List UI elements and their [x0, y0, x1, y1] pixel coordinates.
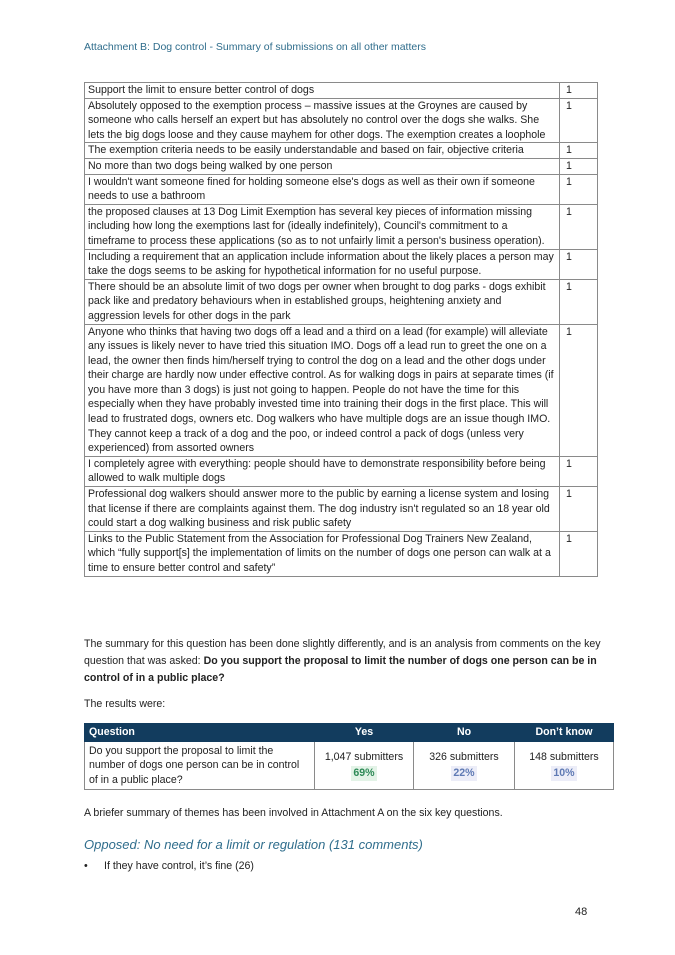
comment-text: I completely agree with everything: people should have to demonstrate responsibility before being allowed to walk multiple dogs [85, 456, 560, 486]
table-row [85, 174, 598, 204]
comment-count: 1 [560, 324, 598, 456]
comment-text: Links to the Public Statement from the Association for Professional Dog Trainers New Zealand, which “fully support[s] the implementation of limits on the number of dogs one person can walk at a time to ensure better control and safety” [85, 531, 560, 576]
comment-text: Anyone who thinks that having two dogs off a lead and a third on a lead (for example) will alleviate any issues is likely never to have tried this situation IMO. Dogs off a lead run to greet the one on a lead, the owner then finds him/herself trying to control the dog on a lead and the other dogs under their charge are hardly now under effective control. As for walking dogs in pairs at separate times (if you have more than 3 dogs) is just not going to happen. People do not have the time for this especially when they have probably invested time into training their dogs in the first place. This will lead to frustrated dogs, owners etc. Dog walkers who have multiple dogs are an issue though IMO. They cannot keep a track of a dog and the poo, or indeed control a pack of dogs (unless very experienced) from assorted owners [85, 324, 560, 456]
comment-text: Including a requirement that an application include information about the likely places a person may take the dogs seems to be asking for hypothetical information for no useful purpose. [85, 249, 560, 279]
dont-know-cell [515, 741, 614, 790]
table-row [85, 531, 598, 576]
header-no: No [414, 724, 515, 742]
table-row [85, 279, 598, 324]
no-percent: 22% [453, 766, 475, 779]
page-header: Attachment B: Dog control - Summary of submissions on all other matters [84, 41, 426, 53]
results-table [84, 723, 614, 790]
comments-table [84, 82, 598, 577]
section-heading: Opposed: No need for a limit or regulation (131 comments) [84, 837, 423, 852]
table-row [85, 487, 598, 532]
bullet-icon: • [84, 860, 88, 872]
comment-text: Professional dog walkers should answer more to the public by earning a license system and losing that license if there are complaints against them. The dog industry isn't regulated so an 18 year old could start a dog walking business and risk public safety [85, 487, 560, 532]
table-row [85, 98, 598, 143]
comment-count: 1 [560, 158, 598, 174]
table-row [85, 249, 598, 279]
list-item [84, 859, 254, 873]
comment-count: 1 [560, 249, 598, 279]
yes-count: 1,047 submitters [324, 751, 404, 764]
header-dont-know: Don’t know [515, 724, 614, 742]
bullet-text: If they have control, it’s fine (26) [104, 860, 254, 872]
comment-count: 1 [560, 143, 598, 159]
table-row [85, 204, 598, 249]
results-intro: The results were: [84, 698, 166, 710]
table-row [85, 143, 598, 159]
comment-count: 1 [560, 456, 598, 486]
table-row [85, 741, 614, 790]
comment-text: Support the limit to ensure better control of dogs [85, 83, 560, 99]
header-question: Question [85, 724, 315, 742]
table-row [85, 456, 598, 486]
comment-text: The exemption criteria needs to be easily understandable and based on fair, objective criteria [85, 143, 560, 159]
comment-text: Absolutely opposed to the exemption process – massive issues at the Groynes are caused by someone who calls herself an expert but has absolutely no control over the dogs she walks. She lets the big dogs loose and they cause mayhem for other dogs. The exemption creates a loophole [85, 98, 560, 143]
summary-intro: The summary for this question has been done slightly differently, and is an analysis from comments on the key question that was asked: [84, 638, 601, 667]
no-cell [414, 741, 515, 790]
comment-count: 1 [560, 204, 598, 249]
table-row [85, 158, 598, 174]
comment-count: 1 [560, 279, 598, 324]
results-header-row [85, 724, 614, 742]
comment-text: There should be an absolute limit of two dogs per owner when brought to dog parks - dogs exhibit pack like and predatory behaviours when in established groups, heightening anxiety and aggression levels for other dogs in the park [85, 279, 560, 324]
table-row [85, 324, 598, 456]
comment-count: 1 [560, 487, 598, 532]
dont-know-percent: 10% [553, 766, 575, 779]
yes-cell [315, 741, 414, 790]
comment-count: 1 [560, 98, 598, 143]
comment-count: 1 [560, 531, 598, 576]
summary-paragraph [84, 636, 604, 687]
dont-know-count: 148 submitters [529, 751, 599, 764]
no-count: 326 submitters [429, 751, 499, 764]
comment-text: the proposed clauses at 13 Dog Limit Exemption has several key pieces of information missing including how long the exemptions last for (ideally indefinitely), Council's commitment to a timeframe to process these applications (so as to not unfairly limit a person's business operation). [85, 204, 560, 249]
comment-count: 1 [560, 174, 598, 204]
page-number: 48 [575, 906, 588, 918]
comment-count: 1 [560, 83, 598, 99]
comment-text: I wouldn't want someone fined for holding someone else's dogs as well as their own if someone needs to use a bathroom [85, 174, 560, 204]
table-row [85, 83, 598, 99]
briefer-note: A briefer summary of themes has been involved in Attachment A on the six key questions. [84, 807, 503, 819]
header-yes: Yes [315, 724, 414, 742]
comment-text: No more than two dogs being walked by one person [85, 158, 560, 174]
summary-question: Do you support the proposal to limit the number of dogs one person can be in control of in a public place? [84, 655, 597, 684]
results-question: Do you support the proposal to limit the number of dogs one person can be in control of in a public place? [85, 741, 315, 790]
yes-percent: 69% [353, 766, 375, 779]
